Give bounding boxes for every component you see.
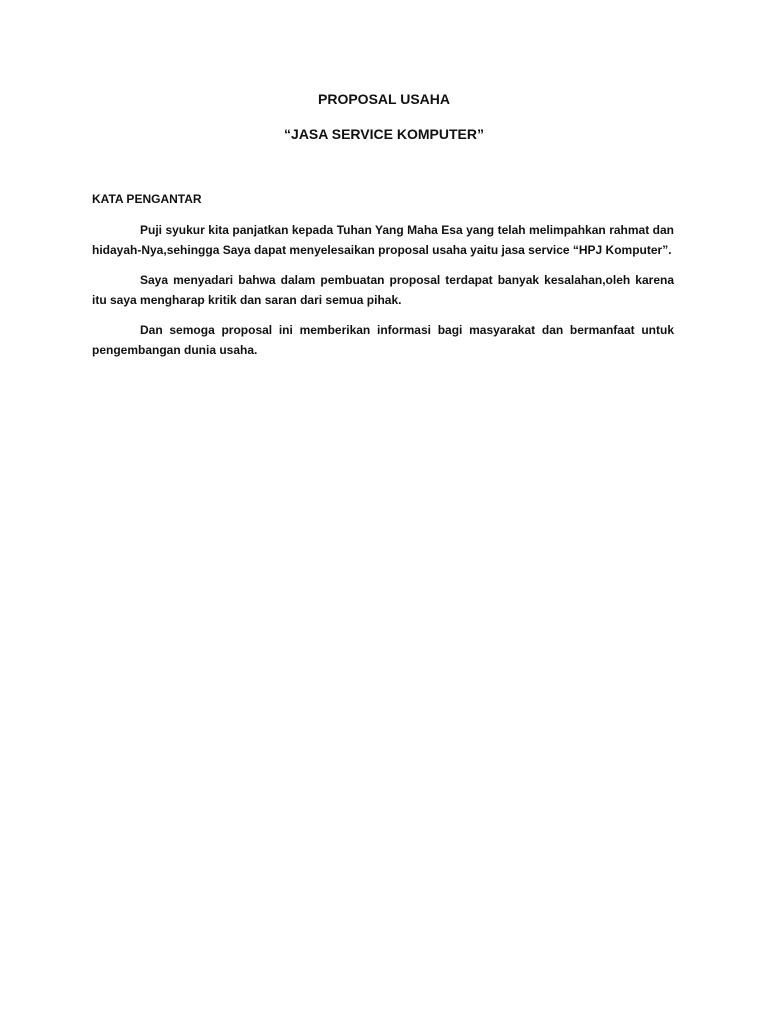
document-title: PROPOSAL USAHA	[318, 91, 450, 107]
document-body	[92, 220, 674, 370]
document-subtitle: “JASA SERVICE KOMPUTER”	[284, 126, 484, 142]
paragraph: Saya menyadari bahwa dalam pembuatan proposal terdapat banyak kesalahan,oleh karena itu saya mengharap kritik dan saran dari semua pihak.	[92, 273, 674, 307]
paragraph: Puji syukur kita panjatkan kepada Tuhan Yang Maha Esa yang telah melimpahkan rahmat dan hidayah-Nya,sehingga Saya dapat menyelesaikan proposal usaha yaitu jasa service “HPJ Komputer”.	[92, 223, 674, 257]
paragraph: Dan semoga proposal ini memberikan informasi bagi masyarakat dan bermanfaat untuk pengembangan dunia usaha.	[92, 323, 674, 357]
section-heading: KATA PENGANTAR	[92, 192, 202, 206]
